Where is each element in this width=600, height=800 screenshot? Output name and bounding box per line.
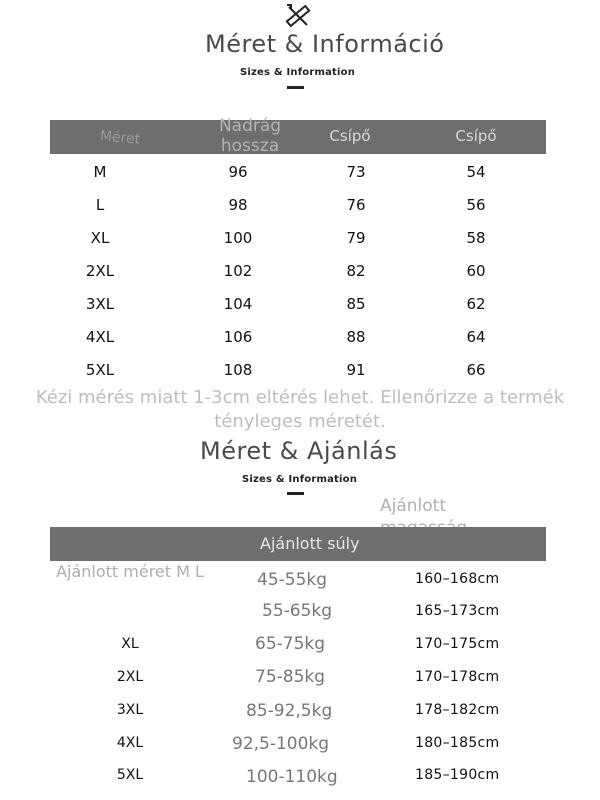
cell-size: 2XL [85, 262, 115, 280]
cell-height: 170–175cm [415, 636, 500, 652]
size-info-subtitle: Sizes & Information [240, 67, 356, 78]
cell-hip2: 60 [466, 262, 486, 280]
header-pants-length: Nadrág hossza [218, 116, 282, 156]
cell-height: 180–185cm [415, 735, 500, 751]
cell-length: 102 [223, 262, 253, 280]
size-recommendation-title: Méret & Ajánlás [200, 437, 398, 465]
cell-length: 96 [228, 163, 248, 181]
header-size: Méret [99, 128, 141, 148]
table-row [50, 665, 546, 698]
cell-hip: 85 [346, 295, 366, 313]
table-row [50, 731, 546, 764]
cell-hip: 76 [346, 196, 366, 214]
cell-length: 104 [223, 295, 253, 313]
cell-hip: 79 [346, 229, 366, 247]
cell-length: 108 [223, 361, 253, 379]
table-row [50, 353, 546, 386]
cell-weight: 55-65kg [262, 601, 333, 621]
table-row [50, 188, 546, 221]
cell-size: XL [121, 636, 139, 652]
cell-height: 178–182cm [415, 702, 500, 718]
recommendation-table-header [50, 527, 546, 561]
table-row [50, 221, 546, 254]
cell-hip: 88 [346, 328, 366, 346]
table-row [50, 764, 546, 797]
cell-weight: 65-75kg [255, 634, 326, 654]
size-info-title: Méret & Információ [205, 30, 445, 58]
cell-size: 5XL [85, 361, 115, 379]
ruler-pencil-icon [283, 2, 313, 30]
title-divider [287, 492, 304, 495]
header-hip-2: Csípő [455, 127, 497, 145]
cell-weight: 45-55kg [257, 570, 328, 590]
cell-weight: 100-110kg [246, 767, 338, 787]
title-divider [287, 86, 304, 89]
header-recommended-size: Ajánlott méret M L [56, 562, 204, 581]
measurement-note: Kézi mérés miatt 1-3cm eltérés lehet. Ellenőrizze a termék tényleges méretét. [35, 387, 565, 432]
cell-hip2: 58 [466, 229, 486, 247]
cell-weight: 92,5-100kg [232, 734, 330, 754]
cell-size: 3XL [116, 702, 144, 718]
cell-hip2: 56 [466, 196, 486, 214]
cell-height: 165–173cm [415, 603, 500, 619]
table-row [50, 566, 546, 599]
cell-size: 4XL [116, 735, 144, 751]
cell-size: XL [90, 229, 110, 247]
cell-size: 2XL [116, 669, 144, 685]
cell-size: M [93, 163, 107, 181]
table-row [50, 599, 546, 632]
cell-hip: 91 [346, 361, 366, 379]
table-row [50, 254, 546, 287]
size-recommendation-subtitle: Sizes & Information [242, 474, 358, 485]
header-hip-1: Csípő [329, 127, 371, 145]
cell-size: 5XL [116, 767, 144, 783]
cell-hip2: 64 [466, 328, 486, 346]
cell-height: 185–190cm [415, 767, 500, 783]
cell-size: 3XL [85, 295, 115, 313]
cell-height: 170–178cm [415, 669, 500, 685]
table-row [50, 320, 546, 353]
cell-hip: 82 [346, 262, 366, 280]
table-row [50, 287, 546, 320]
cell-hip2: 54 [466, 163, 486, 181]
cell-length: 100 [223, 229, 253, 247]
cell-size: L [95, 196, 105, 214]
header-recommended-height: Ajánlott [380, 496, 446, 516]
cell-length: 98 [228, 196, 248, 214]
header-recommended-weight: Ajánlott súly [260, 534, 360, 553]
cell-size: 4XL [85, 328, 115, 346]
table-row [50, 698, 546, 731]
cell-weight: 85-92,5kg [246, 701, 333, 721]
cell-hip: 73 [346, 163, 366, 181]
cell-hip2: 66 [466, 361, 486, 379]
cell-height: 160–168cm [415, 571, 500, 587]
table-row [50, 155, 546, 188]
cell-weight: 75-85kg [255, 667, 326, 687]
table-row [50, 632, 546, 665]
cell-length: 106 [223, 328, 253, 346]
cell-hip2: 62 [466, 295, 486, 313]
size-table-header [50, 116, 546, 156]
